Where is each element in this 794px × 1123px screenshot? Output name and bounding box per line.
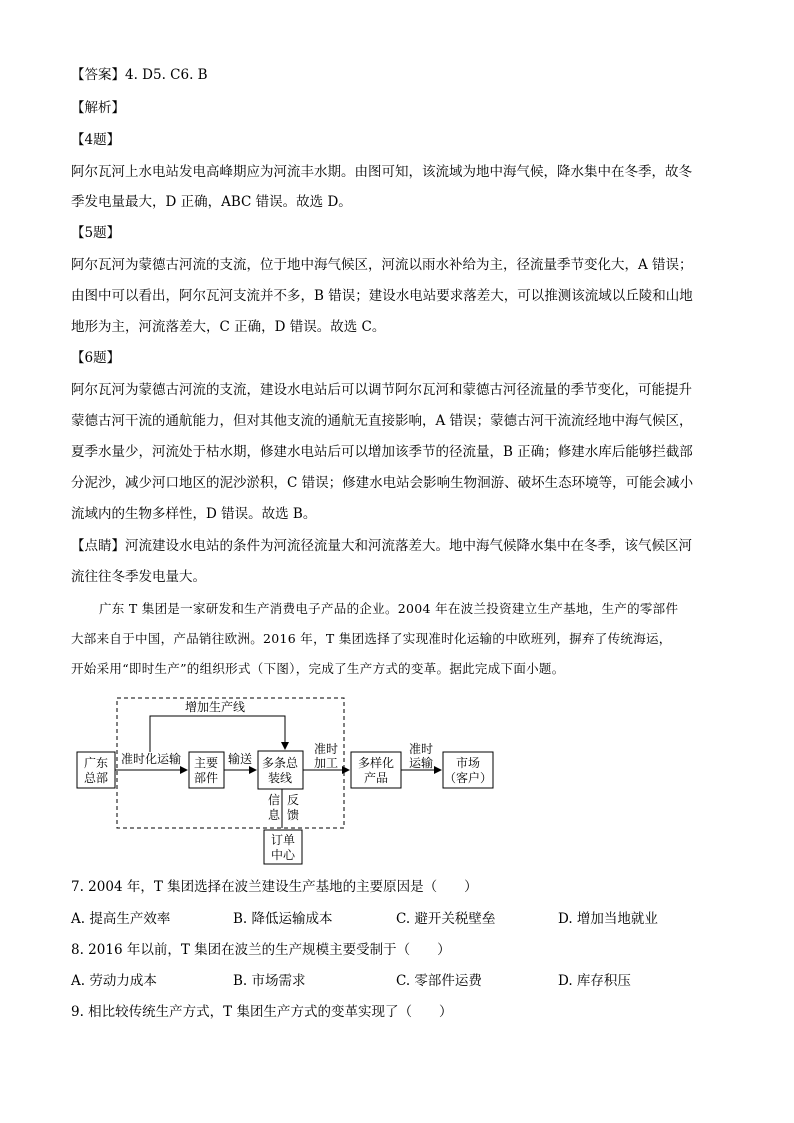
svg-text:部件: 部件 (193, 771, 219, 785)
on-time-ship-label: 准时 (408, 742, 434, 756)
analysis-label: 【解析】 (71, 100, 125, 116)
main-parts-box (189, 752, 224, 788)
q6-text-line: 流域内的生物多样性，D 错误。故选 B。 (71, 506, 317, 522)
intro-line: 开始采用“即时生产”的组织形式（下图），完成了生产方式的变革。据此完成下面小题。 (71, 661, 565, 676)
q7-option-d[interactable]: D. 增加当地就业 (558, 911, 658, 927)
svg-text:总部: 总部 (83, 771, 109, 785)
q5-text-line: 地形为主，河流落差大，C 正确，D 错误。故选 C。 (71, 319, 386, 335)
svg-text:装线: 装线 (267, 771, 293, 785)
add-line-label: 增加生产线 (184, 700, 246, 714)
svg-text:息: 息 (267, 808, 281, 822)
q7-option-b[interactable]: B. 降低运输成本 (233, 911, 333, 927)
intro-line: 广东 T 集团是一家研发和生产消费电子产品的企业。2004 年在波兰投资建立生产基地，生产的零部件 (99, 601, 679, 616)
q8-option-d[interactable]: D. 库存积压 (558, 973, 631, 989)
assembly-lines-box (258, 751, 303, 789)
svg-text:多样化: 多样化 (357, 756, 395, 770)
deliver-label: 输送 (227, 752, 253, 766)
q4-text-line: 阿尔瓦河上水电站发电高峰期应为河流丰水期。由图可知，该流域为地中海气候，降水集中在冬季，故冬 (71, 164, 692, 180)
svg-text:中心: 中心 (270, 848, 296, 862)
on-time-transport-label: 准时化运输 (120, 752, 182, 766)
q6-label: 【6题】 (71, 350, 121, 366)
q4-label: 【4题】 (71, 132, 121, 148)
svg-text:市场: 市场 (455, 756, 481, 770)
q5-text-line: 阿尔瓦河为蒙德古河流的支流，位于地中海气候区，河流以雨水补给为主，径流量季节变化大，A 错误； (71, 257, 693, 273)
answer-line: 【答案】4. D5. C6. B (71, 67, 208, 83)
tip-line: 【点睛】河流建设水电站的条件为河流径流量大和河流落差大。地中海气候降水集中在冬季，该气候区河 (71, 538, 692, 554)
q9-stem: 9. 相比较传统生产方式，T 集团生产方式的变革实现了（ ） (71, 1004, 453, 1020)
svg-text:馈: 馈 (286, 808, 300, 822)
q7-option-c[interactable]: C. 避开关税壁垒 (396, 911, 496, 927)
info-label: 信 (267, 793, 281, 807)
svg-text:（客户）: （客户） (443, 771, 493, 785)
q6-text-line: 蒙德古河干流的通航能力，但对其他支流的通航无直接影响，A 错误；蒙德古河干流流经地中海气候区， (71, 413, 693, 429)
q8-stem: 8. 2016 年以前，T 集团在波兰的生产规模主要受制于（ ） (71, 942, 451, 958)
q7-option-a[interactable]: A. 提高生产效率 (71, 911, 171, 927)
intro-line: 大部来自于中国，产品销往欧洲。2016 年，T 集团选择了实现准时化运输的中欧班列，摒弃了传统海运， (71, 631, 672, 646)
hq-box (77, 752, 115, 788)
q8-option-b[interactable]: B. 市场需求 (233, 973, 306, 989)
svg-text:运输: 运输 (408, 756, 434, 770)
q5-text-line: 由图中可以看出，阿尔瓦河支流并不多，B 错误；建设水电站要求落差大，可以推测该流域以丘陵和山地 (71, 288, 693, 304)
q6-text-line: 阿尔瓦河为蒙德古河流的支流，建设水电站后可以调节阿尔瓦河和蒙德古河径流量的季节变化，可能提升 (71, 382, 692, 398)
order-center-box (264, 830, 302, 864)
q6-text-line: 夏季水量少，河流处于枯水期，修建水电站后可以增加该季节的径流量，B 正确；修建水库后能够拦截部 (71, 444, 693, 460)
svg-text:多条总: 多条总 (261, 756, 299, 770)
products-box (351, 752, 401, 788)
svg-text:产品: 产品 (363, 771, 389, 785)
q7-stem: 7. 2004 年，T 集团选择在波兰建设生产基地的主要原因是（ ） (71, 879, 478, 895)
market-box (443, 752, 493, 788)
tip-line: 流往往冬季发电量大。 (71, 569, 206, 585)
on-time-process-label: 准时 (313, 742, 339, 756)
svg-text:订单: 订单 (270, 833, 296, 847)
q8-option-c[interactable]: C. 零部件运费 (396, 973, 482, 989)
svg-text:广东: 广东 (83, 756, 109, 770)
svg-text:主要: 主要 (193, 756, 219, 770)
q6-text-line: 分泥沙，减少河口地区的泥沙淤积，C 错误；修建水电站会影响生物洄游、破坏生态环境等，可能会减小 (71, 475, 694, 491)
q8-option-a[interactable]: A. 劳动力成本 (71, 973, 157, 989)
q5-label: 【5题】 (71, 225, 121, 241)
q4-text-line: 季发电量最大，D 正确，ABC 错误。故选 D。 (71, 194, 352, 210)
feedback-label: 反 (286, 793, 300, 807)
svg-text:加工: 加工 (313, 756, 339, 770)
